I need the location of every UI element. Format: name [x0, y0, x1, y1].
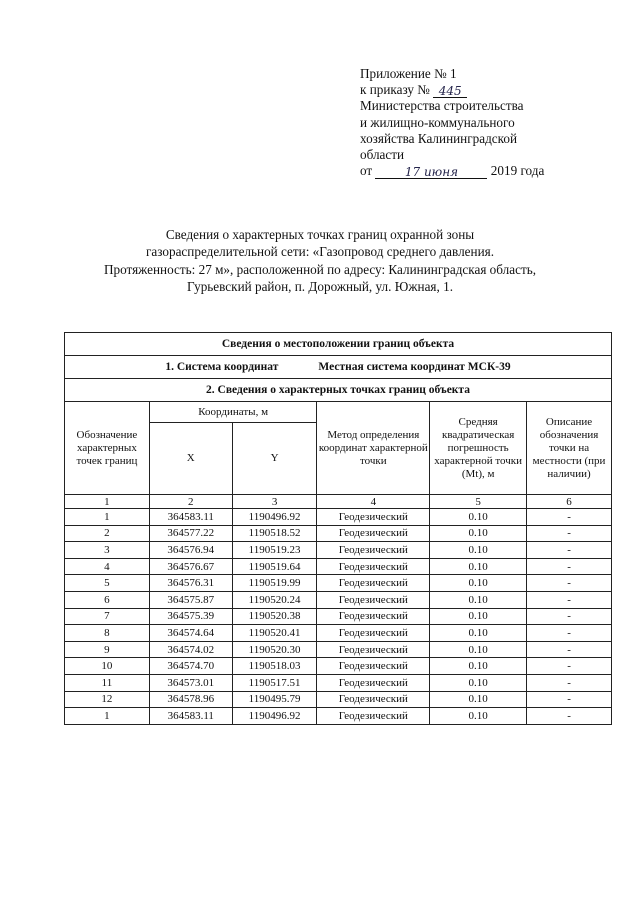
cell-method: Геодезический [317, 608, 430, 625]
cell-y: 1190520.38 [232, 608, 317, 625]
cell-point-number: 7 [65, 608, 150, 625]
title-line-1: Сведения о характерных точках границ охранной зоны [165, 227, 475, 242]
cell-description: - [527, 625, 612, 642]
cell-x: 364575.39 [149, 608, 232, 625]
order-number-field [433, 83, 467, 98]
cell-y: 1190495.79 [232, 691, 317, 708]
cell-y: 1190518.03 [232, 658, 317, 675]
cell-error: 0.10 [430, 558, 527, 575]
annex-ministry-line-2: и жилищно-коммунального [360, 114, 515, 130]
table-row [65, 691, 612, 708]
cell-x: 364575.87 [149, 591, 232, 608]
coordinate-system-label: 1. Система координат [165, 361, 279, 373]
cell-y: 1190517.51 [232, 674, 317, 691]
cell-y: 1190519.23 [232, 542, 317, 559]
cell-method: Геодезический [317, 641, 430, 658]
coordinate-system-row [65, 356, 612, 379]
cell-point-number: 11 [65, 674, 150, 691]
cell-y: 1190520.24 [232, 591, 317, 608]
cell-error: 0.10 [430, 641, 527, 658]
cell-error: 0.10 [430, 608, 527, 625]
cell-x: 364574.64 [149, 625, 232, 642]
cell-error: 0.10 [430, 575, 527, 592]
cell-description: - [527, 558, 612, 575]
cell-error: 0.10 [430, 591, 527, 608]
cell-description: - [527, 641, 612, 658]
cell-point-number: 2 [65, 525, 150, 542]
table-row [65, 658, 612, 675]
table-row [65, 608, 612, 625]
cell-x: 364576.67 [149, 558, 232, 575]
cell-method: Геодезический [317, 575, 430, 592]
cell-description: - [527, 542, 612, 559]
date-handwritten: 17 июня [404, 165, 459, 180]
cell-method: Геодезический [317, 691, 430, 708]
cell-x: 364574.70 [149, 658, 232, 675]
title-line-3: Протяженность: 27 м», расположенной по адресу: Калининградская область, [103, 261, 537, 277]
col-header-coordinates: Координаты, м [149, 402, 317, 423]
column-number: 5 [430, 495, 527, 509]
cell-point-number: 5 [65, 575, 150, 592]
cell-x: 364574.02 [149, 641, 232, 658]
document-title [60, 226, 580, 296]
title-line-2: газораспределительной сети: «Газопровод среднего давления. [146, 244, 494, 260]
cell-y: 1190519.64 [232, 558, 317, 575]
table-row [65, 708, 612, 725]
table-row [65, 591, 612, 608]
order-prefix: к приказу № [360, 82, 430, 98]
column-number: 3 [232, 495, 317, 509]
cell-method: Геодезический [317, 525, 430, 542]
cell-description: - [527, 674, 612, 691]
cell-method: Геодезический [317, 625, 430, 642]
cell-description: - [527, 658, 612, 675]
cell-method: Геодезический [317, 674, 430, 691]
cell-x: 364576.31 [149, 575, 232, 592]
cell-error: 0.10 [430, 674, 527, 691]
cell-error: 0.10 [430, 658, 527, 675]
col-header-error: Средняя квадратическая погрешность характерной точки (Mt), м [430, 402, 527, 495]
order-line [360, 82, 620, 98]
cell-point-number: 12 [65, 691, 150, 708]
col-header-point: Обозначение характерных точек границ [65, 402, 150, 495]
cell-point-number: 8 [65, 625, 150, 642]
table-row [65, 625, 612, 642]
cell-error: 0.10 [430, 542, 527, 559]
annex-ministry-line-3: хозяйства Калининградской [360, 130, 518, 146]
table-row [65, 575, 612, 592]
cell-y: 1190519.99 [232, 575, 317, 592]
date-field [375, 164, 487, 179]
date-prefix: от [360, 163, 373, 179]
cell-error: 0.10 [430, 691, 527, 708]
cell-method: Геодезический [317, 542, 430, 559]
cell-y: 1190520.30 [232, 641, 317, 658]
annex-ministry-line-1: Министерства строительства [360, 98, 524, 114]
annex-ministry-line-4: области [360, 147, 405, 163]
cell-error: 0.10 [430, 708, 527, 725]
cell-x: 364578.96 [149, 691, 232, 708]
cell-method: Геодезический [317, 708, 430, 725]
cell-x: 364583.11 [149, 509, 232, 526]
cell-y: 1190518.52 [232, 525, 317, 542]
cell-description: - [527, 691, 612, 708]
cell-description: - [527, 575, 612, 592]
cell-description: - [527, 591, 612, 608]
cell-x: 364583.11 [149, 708, 232, 725]
cell-y: 1190496.92 [232, 708, 317, 725]
cell-point-number: 10 [65, 658, 150, 675]
table-heading: Сведения о местоположении границ объекта [65, 333, 612, 356]
table-row [65, 542, 612, 559]
cell-point-number: 9 [65, 641, 150, 658]
cell-error: 0.10 [430, 625, 527, 642]
col-header-y: Y [232, 423, 317, 495]
cell-y: 1190520.41 [232, 625, 317, 642]
annex-number: Приложение № 1 [360, 66, 457, 81]
table-row [65, 525, 612, 542]
cell-point-number: 3 [65, 542, 150, 559]
cell-description: - [527, 708, 612, 725]
cell-y: 1190496.92 [232, 509, 317, 526]
cell-error: 0.10 [430, 525, 527, 542]
cell-x: 364573.01 [149, 674, 232, 691]
order-number-handwritten: 445 [438, 84, 462, 99]
cell-description: - [527, 608, 612, 625]
annex-block [360, 66, 620, 179]
cell-point-number: 1 [65, 708, 150, 725]
cell-point-number: 4 [65, 558, 150, 575]
cell-description: - [527, 509, 612, 526]
table-row [65, 558, 612, 575]
cell-description: - [527, 525, 612, 542]
table-row [65, 509, 612, 526]
date-suffix: 2019 года [490, 163, 545, 179]
boundary-points-table [64, 332, 612, 725]
table-row [65, 641, 612, 658]
column-number: 2 [149, 495, 232, 509]
cell-point-number: 6 [65, 591, 150, 608]
table-row [65, 674, 612, 691]
cell-method: Геодезический [317, 509, 430, 526]
col-header-method: Метод определения координат характерной точки [317, 402, 430, 495]
coordinate-system-value: Местная система координат МСК-39 [318, 361, 511, 373]
title-line-4: Гурьевский район, п. Дорожный, ул. Южная, 1. [186, 279, 453, 295]
cell-error: 0.10 [430, 509, 527, 526]
column-number: 1 [65, 495, 150, 509]
cell-method: Геодезический [317, 558, 430, 575]
cell-x: 364576.94 [149, 542, 232, 559]
col-header-description: Описание обозначения точки на местности (при наличии) [527, 402, 612, 495]
column-number: 4 [317, 495, 430, 509]
cell-method: Геодезический [317, 658, 430, 675]
column-number: 6 [527, 495, 612, 509]
cell-x: 364577.22 [149, 525, 232, 542]
cell-method: Геодезический [317, 591, 430, 608]
column-number-row [65, 495, 612, 509]
date-line [360, 163, 620, 179]
points-section-heading: 2. Сведения о характерных точках границ объекта [65, 379, 612, 402]
col-header-x: X [149, 423, 232, 495]
cell-point-number: 1 [65, 509, 150, 526]
